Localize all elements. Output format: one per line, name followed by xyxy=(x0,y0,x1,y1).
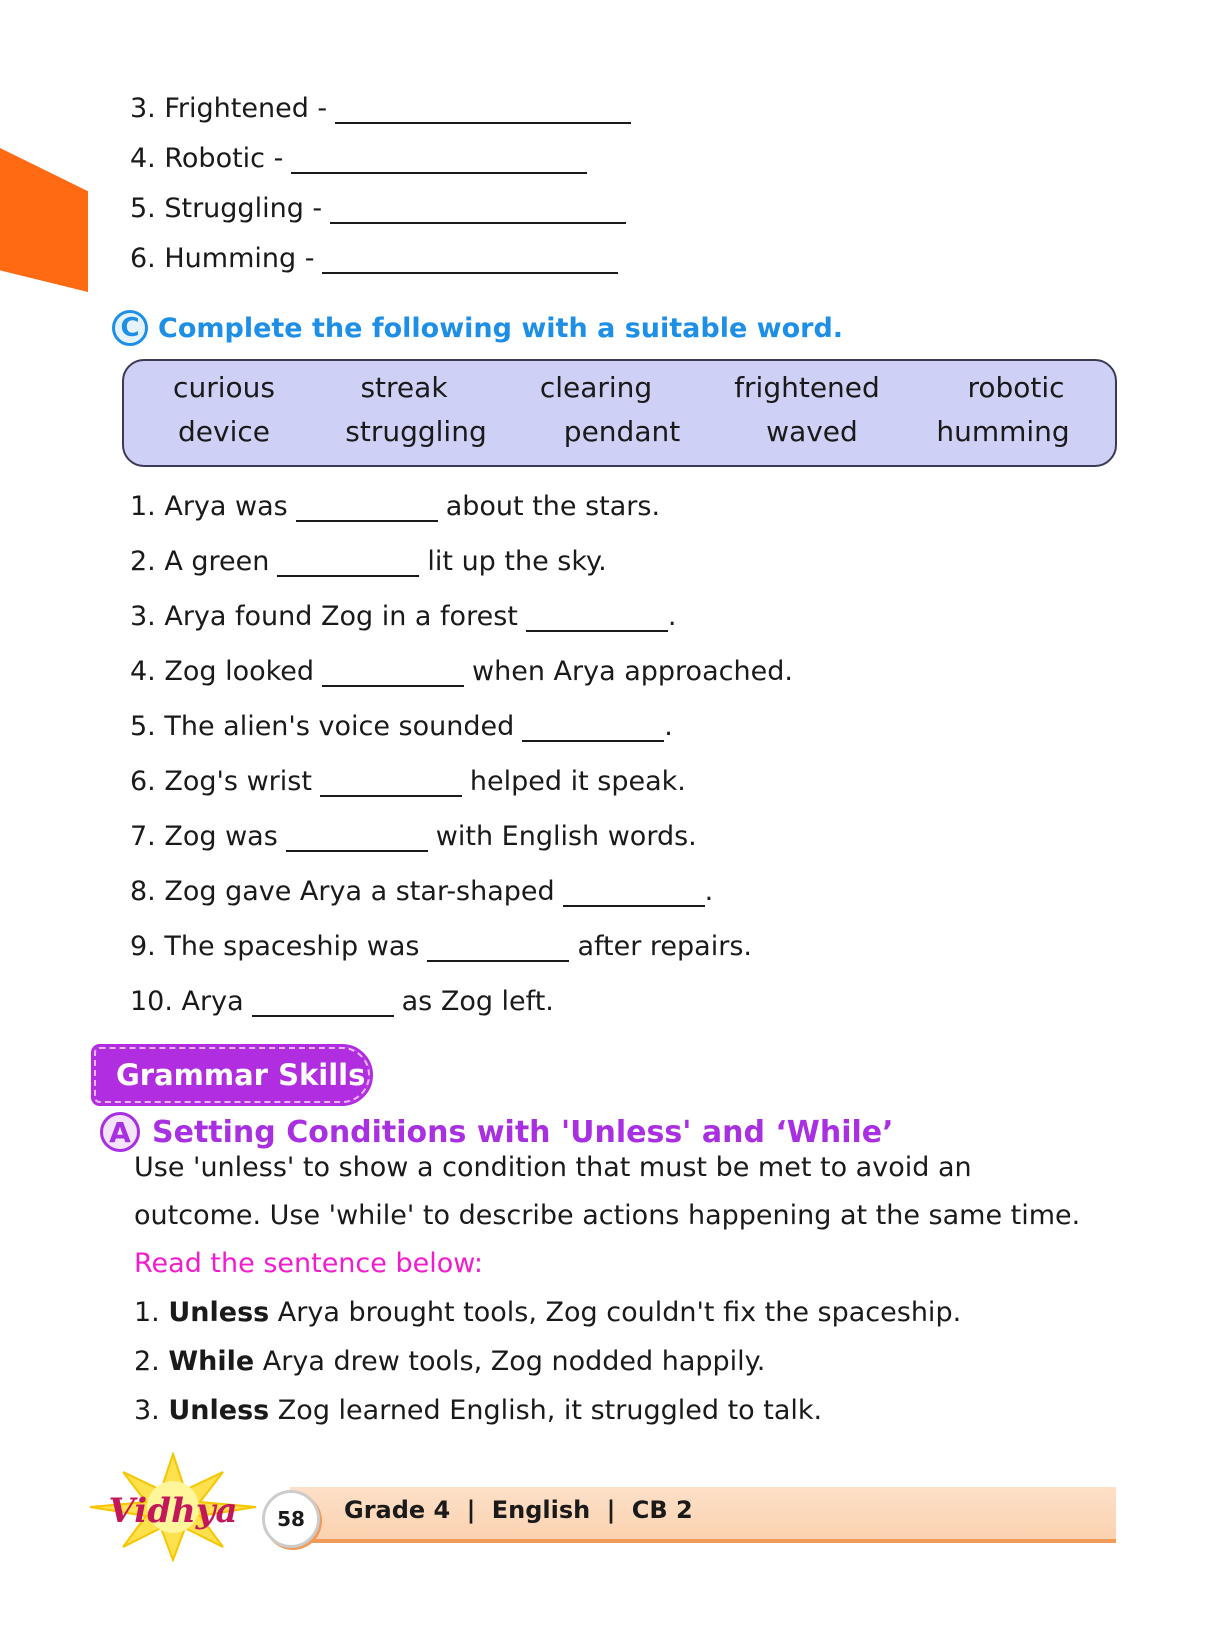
section-letter-badge: C xyxy=(112,310,148,346)
item-word: Robotic - xyxy=(164,143,284,174)
sentence-item xyxy=(130,484,660,522)
item-number: 5. xyxy=(130,193,156,224)
example-rest: Zog learned English, it struggled to talk. xyxy=(269,1395,823,1426)
section-letter-badge: A xyxy=(100,1112,140,1152)
vidhya-logo xyxy=(88,1452,258,1562)
explanation-line: outcome. Use 'while' to describe actions happening at the same time. xyxy=(134,1200,1081,1231)
answer-blank[interactable] xyxy=(320,767,462,797)
sentence-start: 7. Zog was xyxy=(130,821,278,852)
example-keyword: Unless xyxy=(168,1297,270,1328)
word-bank-word: struggling xyxy=(345,415,487,448)
sentence-end: . xyxy=(704,876,714,907)
word-bank xyxy=(122,359,1117,467)
sentence-start: 1. Arya was xyxy=(130,491,288,522)
sentence-end: with English words. xyxy=(435,821,697,852)
section-instruction: Complete the following with a suitable word. xyxy=(158,312,844,344)
item-word: Struggling - xyxy=(164,193,323,224)
section-a-heading xyxy=(100,1112,894,1152)
sentence-item xyxy=(130,759,686,797)
svg-text:Vidhya: Vidhya xyxy=(108,1491,238,1531)
sentence-item xyxy=(130,814,697,852)
item-number: 3. xyxy=(130,93,156,124)
footer-grade: Grade 4 xyxy=(344,1496,451,1524)
answer-blank[interactable] xyxy=(563,877,705,907)
list-item xyxy=(130,136,587,174)
example-sentence xyxy=(134,1395,822,1426)
word-bank-word: curious xyxy=(173,371,275,404)
word-bank-word: streak xyxy=(360,371,448,404)
sentence-start: 4. Zog looked xyxy=(130,656,315,687)
footer-text xyxy=(344,1496,693,1524)
footer-separator: | xyxy=(466,1496,476,1524)
sentence-start: 9. The spaceship was xyxy=(130,931,420,962)
sentence-item xyxy=(130,979,554,1017)
sentence-item xyxy=(130,539,607,577)
sentence-end: . xyxy=(667,601,677,632)
word-bank-word: pendant xyxy=(563,415,681,448)
answer-blank[interactable] xyxy=(522,712,664,742)
word-bank-word: device xyxy=(178,415,270,448)
sentence-start: 2. A green xyxy=(130,546,270,577)
answer-blank[interactable] xyxy=(277,547,419,577)
sentence-item xyxy=(130,924,752,962)
item-word: Humming - xyxy=(164,243,315,274)
answer-blank[interactable] xyxy=(427,932,569,962)
footer-separator: | xyxy=(606,1496,616,1524)
word-bank-word: humming xyxy=(936,415,1070,448)
answer-blank[interactable] xyxy=(322,242,618,274)
item-number: 6. xyxy=(130,243,156,274)
example-number: 3. xyxy=(134,1395,160,1426)
word-bank-word: waved xyxy=(766,415,858,448)
example-sentence xyxy=(134,1346,765,1377)
sentence-item xyxy=(130,649,793,687)
item-number: 4. xyxy=(130,143,156,174)
answer-blank[interactable] xyxy=(322,657,464,687)
sentence-end: after repairs. xyxy=(577,931,752,962)
sentence-end: lit up the sky. xyxy=(427,546,607,577)
page-number: 58 xyxy=(262,1490,320,1548)
sentence-item xyxy=(130,704,673,742)
sentence-item xyxy=(130,594,676,632)
word-bank-word: clearing xyxy=(539,371,653,404)
sentence-end: helped it speak. xyxy=(469,766,686,797)
list-item xyxy=(130,86,631,124)
sentence-end: when Arya approached. xyxy=(472,656,793,687)
answer-blank[interactable] xyxy=(291,142,587,174)
sentence-item xyxy=(130,869,713,907)
answer-blank[interactable] xyxy=(330,192,626,224)
list-item xyxy=(130,236,618,274)
footer-subject: English xyxy=(491,1496,591,1524)
answer-blank[interactable] xyxy=(252,987,394,1017)
word-bank-word: robotic xyxy=(967,371,1065,404)
grammar-skills-banner: Grammar Skills xyxy=(94,1047,370,1103)
example-rest: Arya brought tools, Zog couldn't fix the spaceship. xyxy=(269,1297,962,1328)
answer-blank[interactable] xyxy=(526,602,668,632)
sentence-start: 5. The alien's voice sounded xyxy=(130,711,515,742)
list-item xyxy=(130,186,626,224)
sentence-end: . xyxy=(664,711,673,742)
footer-book: CB 2 xyxy=(631,1496,693,1524)
item-word: Frightened - xyxy=(164,93,328,124)
sentence-end: about the stars. xyxy=(445,491,661,522)
read-instruction: Read the sentence below: xyxy=(134,1248,483,1279)
example-number: 1. xyxy=(134,1297,160,1328)
sentence-end: as Zog left. xyxy=(401,986,554,1017)
answer-blank[interactable] xyxy=(335,92,631,124)
answer-blank[interactable] xyxy=(296,492,438,522)
word-bank-word: frightened xyxy=(734,371,880,404)
example-rest: Arya drew tools, Zog nodded happily. xyxy=(254,1346,766,1377)
sentence-start: 8. Zog gave Arya a star-shaped xyxy=(130,876,555,907)
example-sentence xyxy=(134,1297,961,1328)
section-c-heading xyxy=(112,310,843,346)
section-title: Setting Conditions with 'Unless' and ‘While’ xyxy=(152,1114,894,1150)
answer-blank[interactable] xyxy=(286,822,428,852)
sentence-start: 6. Zog's wrist xyxy=(130,766,312,797)
orange-page-tab xyxy=(0,148,88,292)
example-keyword: While xyxy=(168,1346,255,1377)
explanation-line: Use 'unless' to show a condition that must be met to avoid an xyxy=(134,1152,972,1183)
sentence-start: 3. Arya found Zog in a forest xyxy=(130,601,518,632)
sentence-start: 10. Arya xyxy=(130,986,244,1017)
example-keyword: Unless xyxy=(168,1395,270,1426)
example-number: 2. xyxy=(134,1346,160,1377)
